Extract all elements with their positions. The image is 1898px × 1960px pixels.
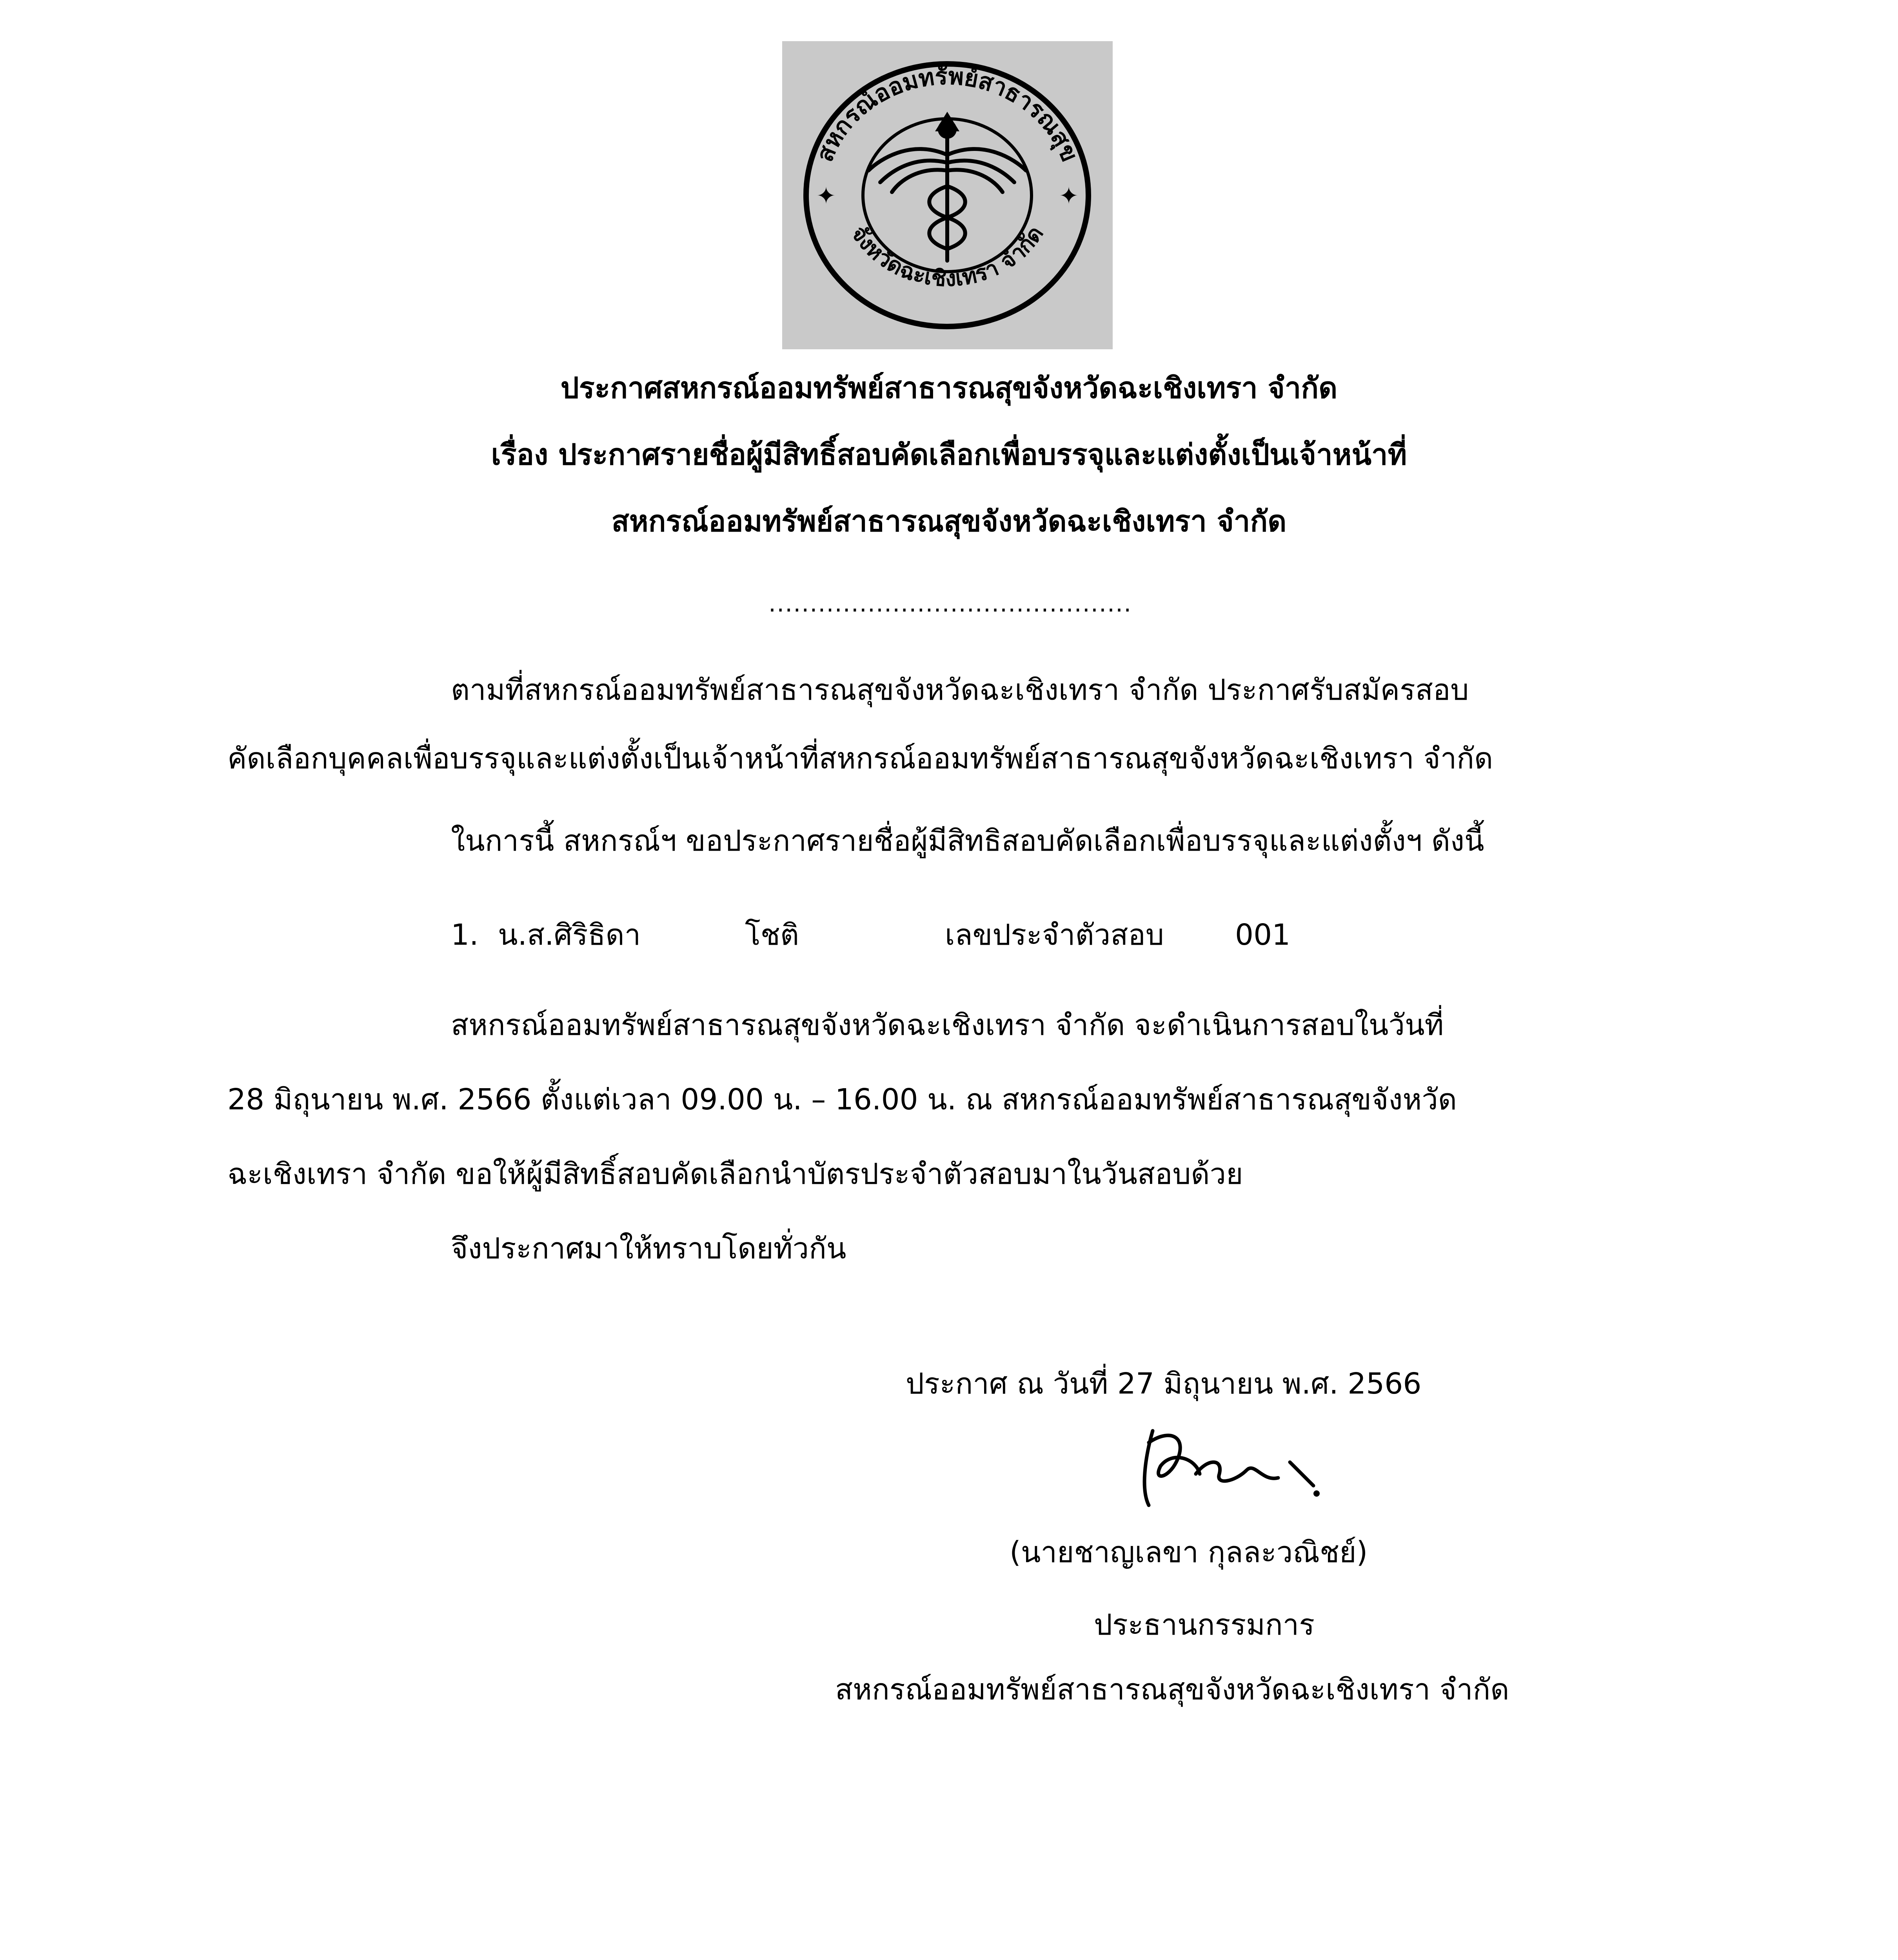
announcement-organization: สหกรณ์ออมทรัพย์สาธารณสุขจังหวัดฉะเชิงเทรา จำกัด [611,505,1287,538]
candidate-first-name: น.ส.ศิริธิดา [498,918,641,952]
signatory-name: (นายชาญเลขา กุลละวณิชย์) [1010,1535,1368,1569]
paragraph-3-line-1: สหกรณ์ออมทรัพย์สาธารณสุขจังหวัดฉะเชิงเทรา จำกัด จะดำเนินการสอบในวันที่ [451,1008,1444,1042]
paragraph-1-line-1: ตามที่สหกรณ์ออมทรัพย์สาธารณสุขจังหวัดฉะเชิงเทรา จำกัด ประกาศรับสมัครสอบ [451,673,1469,707]
announcement-title: ประกาศสหกรณ์ออมทรัพย์สาธารณสุขจังหวัดฉะเชิงเทรา จำกัด [560,371,1338,405]
signatory-organization: สหกรณ์ออมทรัพย์สาธารณสุขจังหวัดฉะเชิงเทรา จำกัด [835,1673,1509,1706]
candidate-row [451,913,1313,956]
paragraph-3-line-2: 28 มิถุนายน พ.ศ. 2566 ตั้งแต่เวลา 09.00 น. – 16.00 น. ณ สหกรณ์ออมทรัพย์สาธารณสุขจังหวัด [227,1083,1457,1116]
svg-text:สหกรณ์ออมทรัพย์สาธารณสุข: สหกรณ์ออมทรัพย์สาธารณสุข [811,62,1084,166]
header-separator: ............................................ [768,590,1132,617]
cooperative-seal-logo [782,41,1113,349]
closing-statement: จึงประกาศมาให้ทราบโดยทั่วกัน [451,1232,846,1265]
paragraph-3-line-3: ฉะเชิงเทรา จำกัด ขอให้ผู้มีสิทธิ์สอบคัดเลือกนำบัตรประจำตัวสอบมาในวันสอบด้วย [227,1157,1243,1191]
candidate-last-name: โชติ [745,918,799,952]
paragraph-1-line-2: คัดเลือกบุคคลเพื่อบรรจุและแต่งตั้งเป็นเจ้าหน้าที่สหกรณ์ออมทรัพย์สาธารณสุขจังหวัดฉะเชิงเทรา จำกัด [227,742,1493,775]
svg-text:จังหวัดฉะเชิงเทรา จำกัด: จังหวัดฉะเชิงเทรา จำกัด [846,221,1049,292]
svg-text:✦: ✦ [1059,182,1079,210]
exam-id-value: 001 [1235,918,1291,952]
handwritten-signature [1129,1415,1333,1517]
svg-text:✦: ✦ [816,182,836,210]
signatory-position: ประธานกรรมการ [1094,1608,1315,1642]
announcement-date: ประกาศ ณ วันที่ 27 มิถุนายน พ.ศ. 2566 [906,1367,1422,1401]
paragraph-2: ในการนี้ สหกรณ์ฯ ขอประกาศรายชื่อผู้มีสิทธิสอบคัดเลือกเพื่อบรรจุและแต่งตั้งฯ ดังนี้ [451,824,1484,858]
announcement-subject: เรื่อง ประกาศรายชื่อผู้มีสิทธิ์สอบคัดเลือกเพื่อบรรจุและแต่งตั้งเป็นเจ้าหน้าที่ [491,438,1407,472]
candidate-number: 1. [451,918,479,952]
exam-id-label: เลขประจำตัวสอบ [945,918,1164,952]
